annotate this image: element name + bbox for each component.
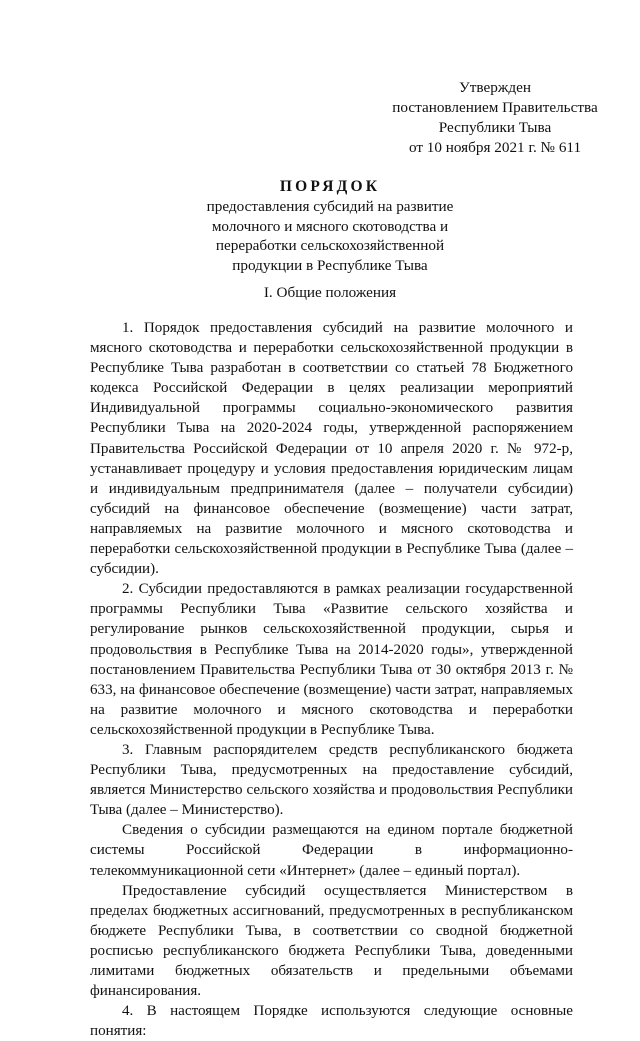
document-title: ПОРЯДОК (279, 178, 381, 195)
approval-date-line: от 10 ноября 2021 г. № 611 (408, 139, 582, 156)
approval-line: постановлением Правительства (392, 99, 598, 116)
paragraph: Сведения о субсидии размещаются на едином портале бюджетной системы Российской Федерации в информационно-телекоммуникационной сети «Интернет» (далее – единый портал). (90, 822, 573, 879)
approval-stamp (370, 78, 620, 158)
section-heading: I. Общие положения (263, 284, 397, 301)
paragraph: 3. Главным распорядителем средств республиканского бюджета Республики Тыва, предусмотренных на предоставление субсидий, является Министерство сельского хозяйства и продовольствия Республики Тыва (далее – Министерство). (90, 741, 573, 819)
paragraph: 4. В настоящем Порядке используются следующие основные понятия: (90, 1003, 573, 1040)
paragraph: 2. Субсидии предоставляются в рамках реализации государственной программы Республики Тыва «Развитие сельского хозяйства и регулирование рынков сельскохозяйственной продукции, сырья и продовольствия в Республике Тыва на 2014-2020 годы», утвержденной постановлением Правительства Республики Тыва от 30 октября 2013 г. № 633, на финансовое обеспечение (возмещение) части затрат, направляемых на развитие молочного и мясного скотоводства и переработки сельскохозяйственной продукции в Республике Тыва. (90, 581, 573, 738)
paragraph: 1. Порядок предоставления субсидий на развитие молочного и мясного скотоводства и переработки сельскохозяйственной продукции в Республике Тыва разработан в соответствии со статьей 78 Бюджетного кодекса Российской Федерации в целях реализации мероприятий Индивидуальной программы социально-экономического развития Республики Тыва на 2020-2024 годы, утвержденной распоряжением Правительства Российской Федерации от 10 апреля 2020 г. № 972-р, устанавливает процедуру и условия предоставления юридическим лицам и индивидуальным предпринимателя (далее – получатели субсидии) субсидий на финансовое обеспечение (возмещение) части затрат, направляемых на развитие молочного и мясного скотоводства и переработки сельскохозяйственной продукции в Республике Тыва (далее – субсидии). (90, 320, 573, 578)
document-body (90, 318, 573, 1041)
approval-line: Утвержден (459, 79, 531, 96)
paragraph: Предоставление субсидий осуществляется Министерством в пределах бюджетных ассигнований, предусмотренных в республиканском бюджете Республики Тыва, в соответствии со сводной бюджетной росписью республиканского бюджета Республики Тыва, доведенными лимитами бюджетных обязательств и предельными объемами финансирования. (90, 882, 573, 1000)
document-subtitle-line: предоставления субсидий на развитие (206, 198, 454, 215)
document-subtitle-line: молочного и мясного скотоводства и (211, 217, 449, 235)
document-subtitle-line: переработки сельскохозяйственной (215, 237, 445, 254)
document-title-block (90, 177, 570, 275)
document-subtitle-line: продукции в Республике Тыва (232, 256, 428, 274)
approval-line: Республики Тыва (438, 119, 552, 136)
